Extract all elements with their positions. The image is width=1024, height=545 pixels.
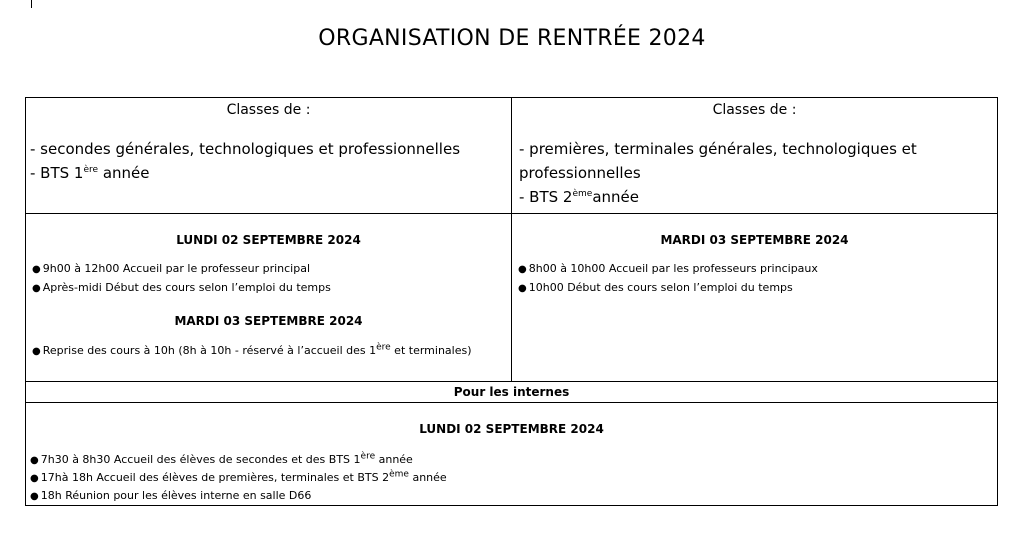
list-item: ● 9h00 à 12h00 Accueil par le professeur principal xyxy=(32,262,311,275)
right-class-line-2: - BTS 2èmeannée xyxy=(519,188,639,206)
right-class-line-1: - premières, terminales générales, technologiques et professionnelles xyxy=(519,140,917,182)
left-day2-title: MARDI 03 SEPTEMBRE 2024 xyxy=(174,314,363,328)
bullet-icon: ● xyxy=(32,346,41,357)
bullet-icon: ● xyxy=(32,283,41,294)
internes-heading: Pour les internes xyxy=(26,382,998,403)
list-item: ● 8h00 à 10h00 Accueil par les professeurs principaux xyxy=(518,262,818,275)
left-classes-label: Classes de : xyxy=(226,102,311,118)
list-item: ● Reprise des cours à 10h (8h à 10h - réservé à l’accueil des 1ère et terminales) xyxy=(32,342,472,357)
left-class-line-1: - secondes générales, technologiques et professionnelles xyxy=(30,140,461,158)
bullet-icon: ● xyxy=(30,455,39,466)
left-day1-title: LUNDI 02 SEPTEMBRE 2024 xyxy=(176,233,361,247)
left-header-cell xyxy=(26,98,512,214)
internes-day-title: LUNDI 02 SEPTEMBRE 2024 xyxy=(419,422,604,436)
list-item: ● 7h30 à 8h30 Accueil des élèves de secondes et des BTS 1ère année xyxy=(30,451,413,466)
list-item: ● 10h00 Début des cours selon l’emploi du temps xyxy=(518,281,793,294)
page-title: ORGANISATION DE RENTRÉE 2024 xyxy=(318,26,706,51)
right-classes-list xyxy=(512,137,997,209)
list-item: ● 17hà 18h Accueil des élèves de premières, terminales et BTS 2ème année xyxy=(30,469,447,484)
left-classes-list xyxy=(26,137,511,185)
right-header-cell xyxy=(512,98,998,214)
bullet-icon: ● xyxy=(518,264,527,275)
left-schedule-cell xyxy=(26,214,512,382)
right-classes-label: Classes de : xyxy=(712,102,797,118)
schedule-table xyxy=(25,97,998,506)
right-schedule-cell xyxy=(512,214,998,382)
text-cursor xyxy=(31,0,32,8)
bullet-icon: ● xyxy=(30,473,39,484)
bullet-icon: ● xyxy=(518,283,527,294)
bullet-icon: ● xyxy=(32,264,41,275)
right-day1-title: MARDI 03 SEPTEMBRE 2024 xyxy=(660,233,849,247)
left-class-line-2: - BTS 1ère année xyxy=(30,164,150,182)
list-item: ● 18h Réunion pour les élèves interne en salle D66 xyxy=(30,489,312,502)
internes-cell xyxy=(26,403,998,506)
list-item: ● Après-midi Début des cours selon l’emploi du temps xyxy=(32,281,331,294)
bullet-icon: ● xyxy=(30,491,39,502)
